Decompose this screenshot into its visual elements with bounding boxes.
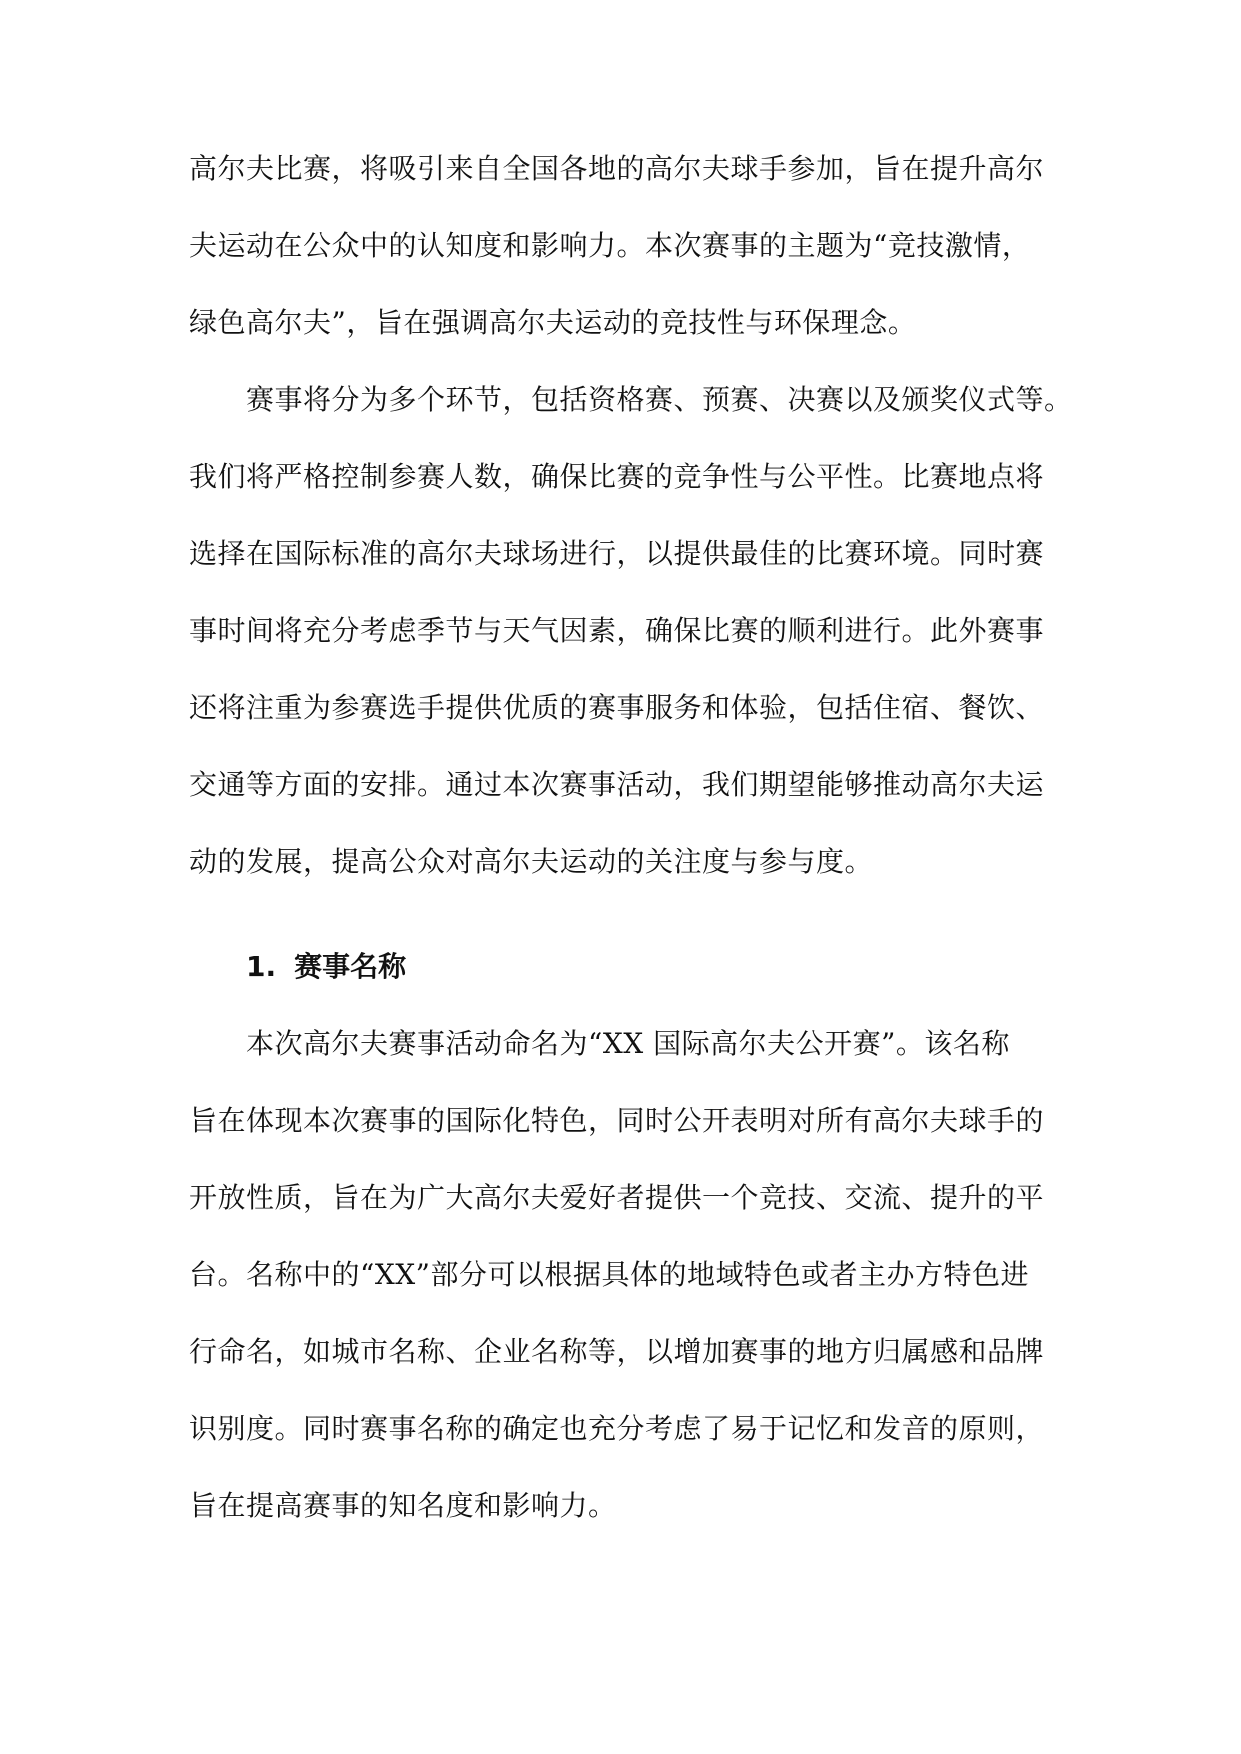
section-paragraph-line-1: 本次高尔夫赛事活动命名为“XX 国际高尔夫公开赛”。该名称 xyxy=(246,1027,1010,1060)
paragraph-2-line-5: 还将注重为参赛选手提供优质的赛事服务和体验，包括住宿、餐饮、 xyxy=(189,691,1045,724)
section-paragraph-line-5: 行命名，如城市名称、企业名称等，以增加赛事的地方归属感和品牌 xyxy=(189,1335,1045,1368)
paragraph-1-line-3: 绿色高尔夫”，旨在强调高尔夫运动的竞技性与环保理念。 xyxy=(189,306,917,339)
section-heading xyxy=(246,950,406,984)
paragraph-2-line-7: 动的发展，提高公众对高尔夫运动的关注度与参与度。 xyxy=(189,845,874,878)
paragraph-2-line-1: 赛事将分为多个环节，包括资格赛、预赛、决赛以及颁奖仪式等。 xyxy=(246,383,1073,416)
section-paragraph-line-6: 识别度。同时赛事名称的确定也充分考虑了易于记忆和发音的原则， xyxy=(189,1412,1045,1445)
section-number: 1. xyxy=(246,950,277,983)
paragraph-1-line-2: 夫运动在公众中的认知度和影响力。本次赛事的主题为“竞技激情， xyxy=(189,229,1031,262)
section-paragraph-line-3: 开放性质，旨在为广大高尔夫爱好者提供一个竞技、交流、提升的平 xyxy=(189,1181,1045,1214)
paragraph-2-line-3: 选择在国际标准的高尔夫球场进行，以提供最佳的比赛环境。同时赛 xyxy=(189,537,1045,570)
section-paragraph-line-2: 旨在体现本次赛事的国际化特色，同时公开表明对所有高尔夫球手的 xyxy=(189,1104,1045,1137)
paragraph-2-line-6: 交通等方面的安排。通过本次赛事活动，我们期望能够推动高尔夫运 xyxy=(189,768,1045,801)
section-paragraph-line-7: 旨在提高赛事的知名度和影响力。 xyxy=(189,1489,617,1522)
section-title: 赛事名称 xyxy=(294,950,407,983)
section-paragraph-line-4: 台。名称中的“XX”部分可以根据具体的地域特色或者主办方特色进 xyxy=(189,1258,1029,1291)
paragraph-2-line-2: 我们将严格控制参赛人数，确保比赛的竞争性与公平性。比赛地点将 xyxy=(189,460,1045,493)
paragraph-1-line-1: 高尔夫比赛，将吸引来自全国各地的高尔夫球手参加，旨在提升高尔 xyxy=(189,152,1045,185)
paragraph-2-line-4: 事时间将充分考虑季节与天气因素，确保比赛的顺利进行。此外赛事 xyxy=(189,614,1045,647)
